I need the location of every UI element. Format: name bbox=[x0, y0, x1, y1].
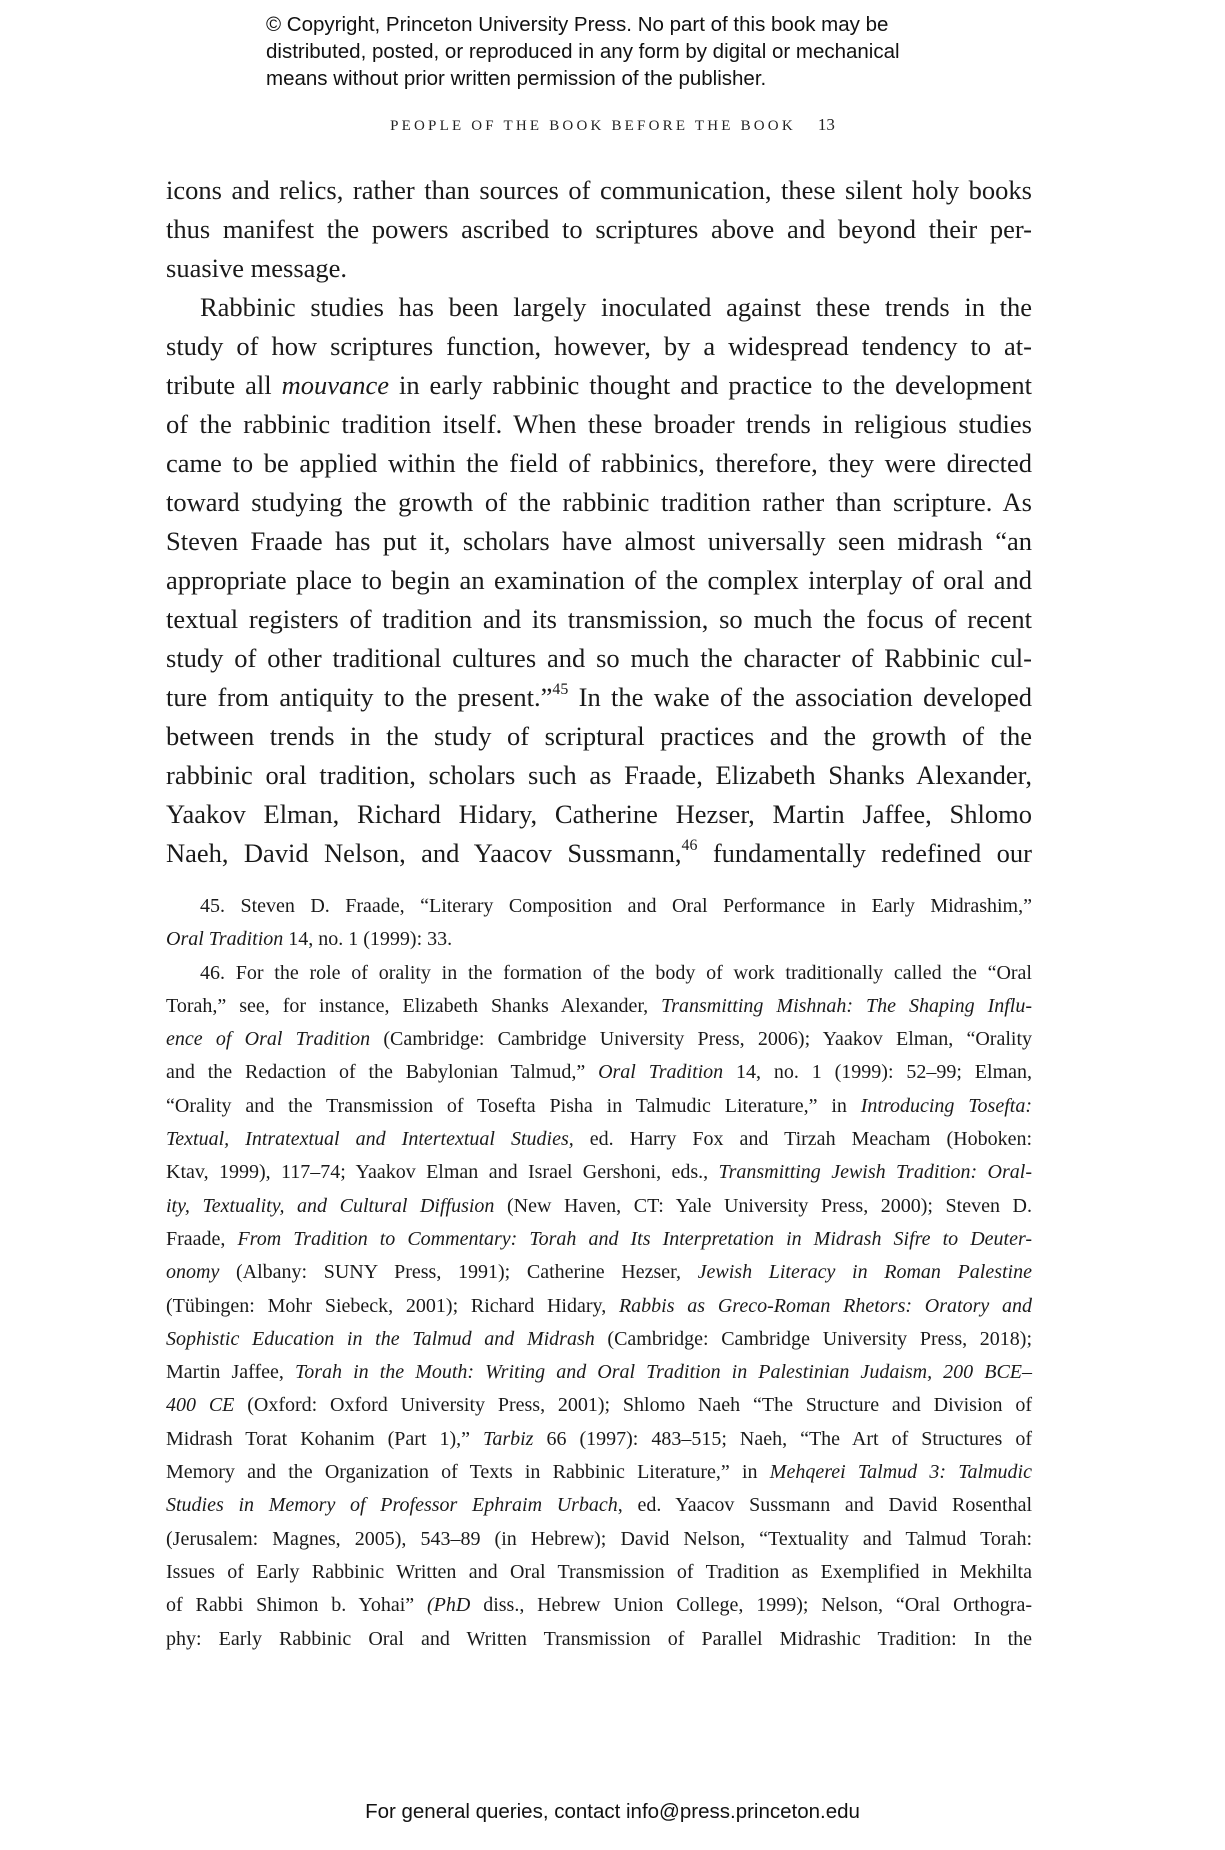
running-head bbox=[0, 115, 1225, 135]
text-run: came to be applied within the field of rabbinics, therefore, they were directed bbox=[166, 448, 1032, 478]
body-line bbox=[166, 639, 1032, 678]
body-line bbox=[166, 171, 1032, 210]
footnote-line bbox=[166, 1523, 1032, 1556]
text-run: tribute all bbox=[166, 370, 282, 400]
text-run: phy: Early Rabbinic Oral and Written Transmission of Parallel Midrashic Tradition: In the bbox=[166, 1627, 1032, 1650]
footnote-line bbox=[166, 1589, 1032, 1622]
text-run: ture from antiquity to the present.” bbox=[166, 682, 553, 712]
text-run: Ktav, 1999), 117–74; Yaakov Elman and Israel Gershoni, eds., bbox=[166, 1161, 719, 1184]
text-run: rabbinic oral tradition, scholars such as Fraade, Elizabeth Shanks Alexander, bbox=[166, 760, 1032, 790]
text-run: and the Redaction of the Babylonian Talmud,” bbox=[166, 1061, 599, 1084]
italic-text-run: Transmitting Jewish Tradition: Oral- bbox=[718, 1161, 1033, 1184]
body-line bbox=[166, 717, 1032, 756]
italic-text-run: Transmitting Mishnah: The Shaping Influ- bbox=[661, 994, 1032, 1017]
text-run: Torah,” see, for instance, Elizabeth Shanks Alexander, bbox=[166, 994, 662, 1017]
text-run: “Orality and the Transmission of Tosefta Pisha in Talmudic Literature,” in bbox=[166, 1094, 861, 1117]
italic-text-run: Oral Tradition bbox=[598, 1061, 724, 1084]
body-line bbox=[166, 405, 1032, 444]
italic-text-run: Rabbis as Greco-Roman Rhetors: Oratory and bbox=[618, 1294, 1033, 1317]
text-run: Rabbinic studies has been largely inoculated against these trends in the bbox=[200, 292, 1032, 322]
body-line bbox=[166, 249, 1032, 288]
italic-text-run: Studies in Memory of Professor Ephraim Urbach bbox=[166, 1494, 618, 1517]
body-line bbox=[166, 327, 1032, 366]
text-run: toward studying the growth of the rabbinic tradition rather than scripture. As bbox=[166, 487, 1032, 517]
footnote-line bbox=[166, 1223, 1032, 1256]
copyright-notice bbox=[266, 11, 900, 92]
text-run: (Tübingen: Mohr Siebeck, 2001); Richard Hidary, bbox=[166, 1294, 619, 1317]
footer-contact: For general queries, contact info@press.princeton.edu bbox=[365, 1800, 860, 1823]
body-line bbox=[166, 444, 1032, 483]
body-line bbox=[166, 756, 1032, 795]
text-run: between trends in the study of scriptural practices and the growth of the bbox=[166, 721, 1032, 751]
footnote-line bbox=[166, 990, 1032, 1023]
footnote-line bbox=[166, 1456, 1032, 1489]
italic-text-run: From Tradition to Commentary: Torah and Its Interpretation in Midrash Sifre to Deuter- bbox=[237, 1227, 1032, 1250]
text-run: (Cambridge: Cambridge University Press, 2018); bbox=[594, 1327, 1032, 1350]
body-line bbox=[166, 288, 1032, 327]
body-line bbox=[166, 795, 1032, 834]
text-run: study of other traditional cultures and so much the character of Rabbinic cul- bbox=[166, 643, 1032, 673]
footnote-line bbox=[166, 923, 1032, 956]
text-run: (Albany: SUNY Press, 1991); Catherine Hezser, bbox=[219, 1261, 698, 1284]
italic-text-run: Mehqerei Talmud 3: Talmudic bbox=[769, 1461, 1032, 1484]
text-run: in early rabbinic thought and practice to the development bbox=[389, 370, 1033, 400]
text-run: icons and relics, rather than sources of communication, these silent holy books bbox=[166, 175, 1032, 205]
text-run: of Rabbi Shimon b. Yohai” bbox=[166, 1594, 427, 1617]
italic-text-run: Oral Tradition bbox=[166, 928, 284, 951]
running-head-title: PEOPLE OF THE BOOK BEFORE THE BOOK bbox=[390, 118, 796, 134]
italic-text-run: Sophistic Education in the Talmud and Midrash bbox=[166, 1327, 595, 1350]
page-number: 13 bbox=[817, 115, 835, 134]
italic-text-run: mouvance bbox=[281, 370, 390, 400]
footnote-line bbox=[166, 1023, 1032, 1056]
footnote-line bbox=[166, 1156, 1032, 1189]
italic-text-run: Textual, Intratextual and Intertextual Studies, bbox=[166, 1128, 574, 1151]
text-run: study of how scriptures function, however, by a widespread tendency to at- bbox=[166, 331, 1032, 361]
footnotes bbox=[166, 890, 1032, 1656]
text-run: Memory and the Organization of Texts in Rabbinic Literature,” in bbox=[166, 1461, 770, 1484]
text-run: In the wake of the association developed bbox=[568, 682, 1032, 712]
text-run: Issues of Early Rabbinic Written and Oral Transmission of Tradition as Exemplified in Mekhilta bbox=[166, 1560, 1032, 1583]
text-run: Fraade, bbox=[166, 1227, 238, 1250]
footnote-line bbox=[166, 1056, 1032, 1089]
body-line bbox=[166, 366, 1032, 405]
text-run: (Jerusalem: Magnes, 2005), 543–89 (in Hebrew); David Nelson, “Textuality and Talmud Torah: bbox=[166, 1527, 1032, 1550]
footnote-line bbox=[166, 1423, 1032, 1456]
text-run: of the rabbinic tradition itself. When these broader trends in religious studies bbox=[166, 409, 1032, 439]
body-line bbox=[166, 834, 1032, 873]
text-run: (Cambridge: Cambridge University Press, 2006); Yaakov Elman, “Orality bbox=[370, 1028, 1032, 1051]
text-run: 14, no. 1 (1999): 33. bbox=[283, 928, 453, 951]
footnote-line bbox=[166, 1123, 1032, 1156]
footnote-reference[interactable]: 45 bbox=[552, 681, 569, 699]
footnote-line bbox=[166, 1489, 1032, 1522]
italic-text-run: (PhD bbox=[427, 1594, 471, 1617]
text-run: (New Haven, CT: Yale University Press, 2000); Steven D. bbox=[494, 1194, 1032, 1217]
text-run: fundamentally redefined our bbox=[697, 838, 1032, 868]
footnote-line bbox=[166, 1323, 1032, 1356]
body-line bbox=[166, 522, 1032, 561]
text-run: Naeh, David Nelson, and Yaacov Sussmann, bbox=[166, 838, 682, 868]
text-run: suasive message. bbox=[166, 253, 348, 283]
text-run: thus manifest the powers ascribed to scriptures above and beyond their per- bbox=[166, 214, 1032, 244]
text-run: 66 (1997): 483–515; Naeh, “The Art of Structures of bbox=[533, 1427, 1033, 1450]
text-run: 45. Steven D. Fraade, “Literary Composition and Oral Performance in Early Midrashim,” bbox=[200, 895, 1032, 917]
italic-text-run: Jewish Literacy in Roman Palestine bbox=[697, 1261, 1032, 1284]
text-run: textual registers of tradition and its transmission, so much the focus of recent bbox=[166, 604, 1032, 634]
footnote-line bbox=[166, 890, 1032, 923]
text-run: 46. For the role of orality in the formation of the body of work traditionally called the “Oral bbox=[200, 961, 1032, 984]
footnote-line bbox=[166, 1623, 1032, 1656]
text-run: Martin Jaffee, bbox=[166, 1361, 295, 1384]
italic-text-run: ity, Textuality, and Cultural Diffusion bbox=[166, 1194, 495, 1217]
italic-text-run: Torah in the Mouth: Writing and Oral Tradition in Palestinian Judaism, 200 BCE– bbox=[294, 1361, 1032, 1384]
footnote-line bbox=[166, 957, 1032, 990]
text-run: appropriate place to begin an examination of the complex interplay of oral and bbox=[166, 565, 1032, 595]
italic-text-run: Tarbiz bbox=[483, 1427, 534, 1450]
body-line bbox=[166, 678, 1032, 717]
footnote-line bbox=[166, 1256, 1032, 1289]
text-run: Steven Fraade has put it, scholars have almost universally seen midrash “an bbox=[166, 526, 1032, 556]
copyright-line: distributed, posted, or reproduced in any form by digital or mechanical bbox=[266, 40, 900, 63]
text-run: ed. Harry Fox and Tirzah Meacham (Hoboken: bbox=[573, 1128, 1033, 1151]
body-line bbox=[166, 561, 1032, 600]
text-run: , ed. Yaacov Sussmann and David Rosenthal bbox=[617, 1494, 1032, 1517]
body-text bbox=[166, 171, 1032, 873]
text-run: diss., Hebrew Union College, 1999); Nelson, “Oral Orthogra- bbox=[470, 1594, 1033, 1617]
footnote-line bbox=[166, 1389, 1032, 1422]
footnote-reference[interactable]: 46 bbox=[681, 837, 698, 855]
text-run: Midrash Torat Kohanim (Part 1),” bbox=[166, 1427, 484, 1450]
copyright-line: © Copyright, Princeton University Press. No part of this book may be bbox=[266, 13, 889, 36]
footnote-line bbox=[166, 1290, 1032, 1323]
text-run: Yaakov Elman, Richard Hidary, Catherine Hezser, Martin Jaffee, Shlomo bbox=[166, 799, 1032, 829]
italic-text-run: ence of Oral Tradition bbox=[166, 1028, 371, 1051]
footnote-line bbox=[166, 1190, 1032, 1223]
text-run: 14, no. 1 (1999): 52–99; Elman, bbox=[723, 1061, 1032, 1084]
italic-text-run: 400 CE bbox=[166, 1394, 235, 1417]
footnote-line bbox=[166, 1556, 1032, 1589]
body-line bbox=[166, 600, 1032, 639]
text-run: (Oxford: Oxford University Press, 2001); Shlomo Naeh “The Structure and Division of bbox=[234, 1394, 1032, 1417]
body-line bbox=[166, 483, 1032, 522]
italic-text-run: Introducing Tosefta: bbox=[860, 1094, 1032, 1117]
footnote-line bbox=[166, 1356, 1032, 1389]
italic-text-run: onomy bbox=[166, 1261, 220, 1284]
copyright-line: means without prior written permission of the publisher. bbox=[266, 67, 767, 90]
body-line bbox=[166, 210, 1032, 249]
footnote-line bbox=[166, 1090, 1032, 1123]
